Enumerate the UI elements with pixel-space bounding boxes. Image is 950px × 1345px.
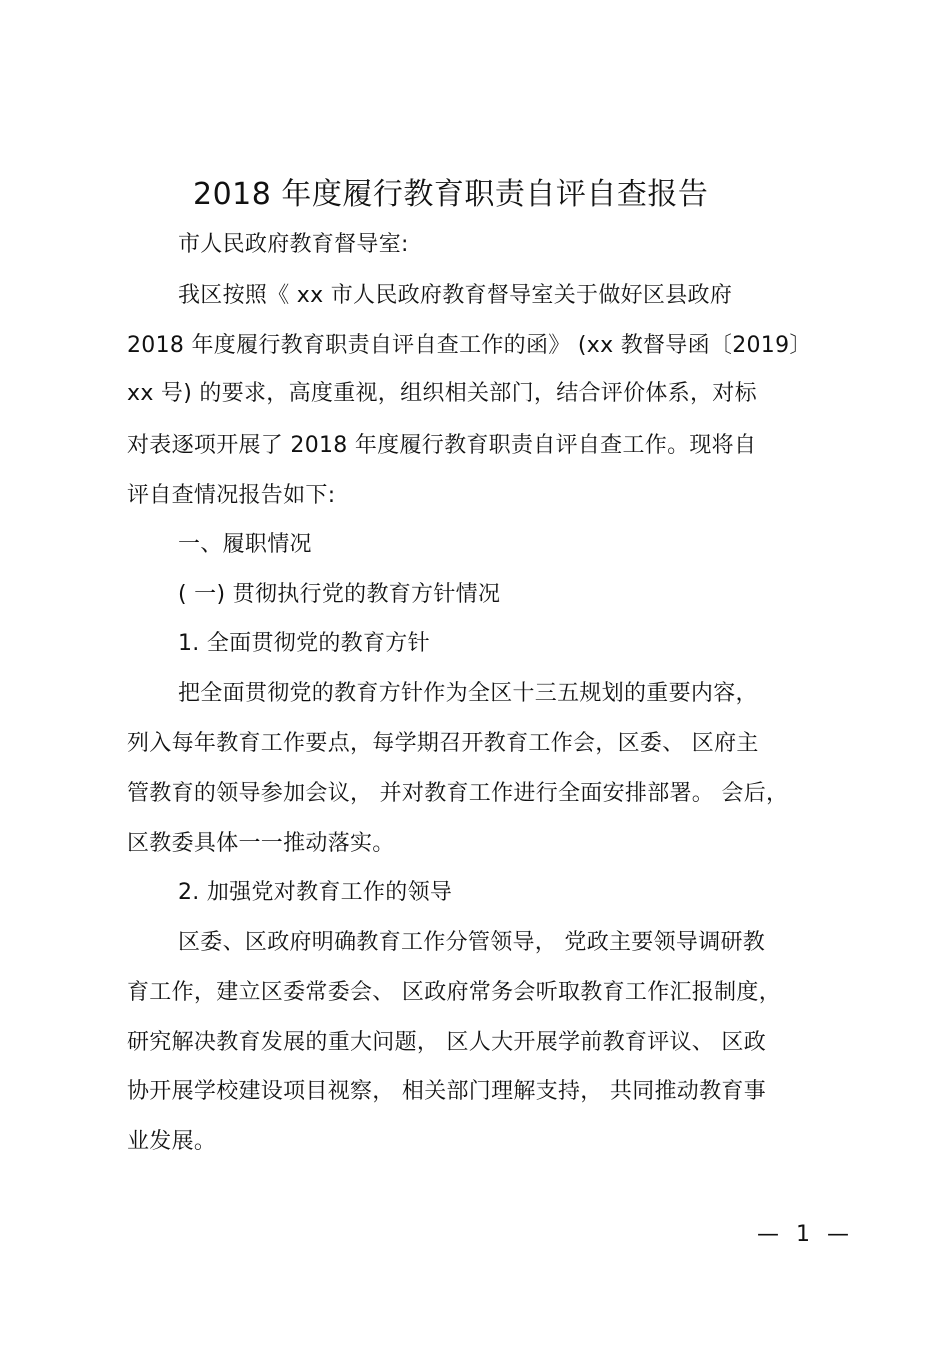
item-2-line-1: 区委、区政府明确教育工作分管领导， 党政主要领导调研教: [178, 930, 766, 955]
intro-line-4: 对表逐项开展了 2018 年度履行教育职责自评自查工作。现将自: [127, 433, 757, 458]
intro-line-5: 评自查情况报告如下:: [127, 483, 336, 508]
page-number: — 1 —: [757, 1222, 849, 1247]
item-2-line-5: 业发展。: [127, 1129, 217, 1154]
item-2-line-2: 育工作，建立区委常委会、 区政府常务会听取教育工作汇报制度，: [127, 980, 781, 1005]
intro-line-2: 2018 年度履行教育职责自评自查工作的函》 (xx 教督导函〔2019〕: [127, 333, 812, 358]
intro-line-3: xx 号) 的要求，高度重视，组织相关部门，结合评价体系，对标: [127, 381, 757, 406]
subsection-heading: ( 一) 贯彻执行党的教育方针情况: [178, 582, 501, 607]
item-1-line-4: 区教委具体一一推动落实。: [127, 831, 395, 856]
item-1-heading: 1. 全面贯彻党的教育方针: [178, 631, 430, 656]
item-2-line-4: 协开展学校建设项目视察， 相关部门理解支持， 共同推动教育事: [127, 1079, 766, 1104]
item-2-line-3: 研究解决教育发展的重大问题， 区人大开展学前教育评议、 区政: [127, 1030, 766, 1055]
addressee-line: 市人民政府教育督导室:: [178, 232, 409, 257]
item-2-heading: 2. 加强党对教育工作的领导: [178, 880, 453, 905]
item-1-line-1: 把全面贯彻党的教育方针作为全区十三五规划的重要内容，: [178, 681, 758, 706]
item-1-line-2: 列入每年教育工作要点，每学期召开教育工作会，区委、 区府主: [127, 731, 759, 756]
document-title: 2018 年度履行教育职责自评自查报告: [193, 177, 709, 212]
intro-line-1: 我区按照《 xx 市人民政府教育督导室关于做好区县政府: [178, 283, 733, 308]
section-heading: 一、履职情况: [178, 532, 312, 557]
item-1-line-3: 管教育的领导参加会议， 并对教育工作进行全面安排部署。 会后，: [127, 781, 789, 806]
